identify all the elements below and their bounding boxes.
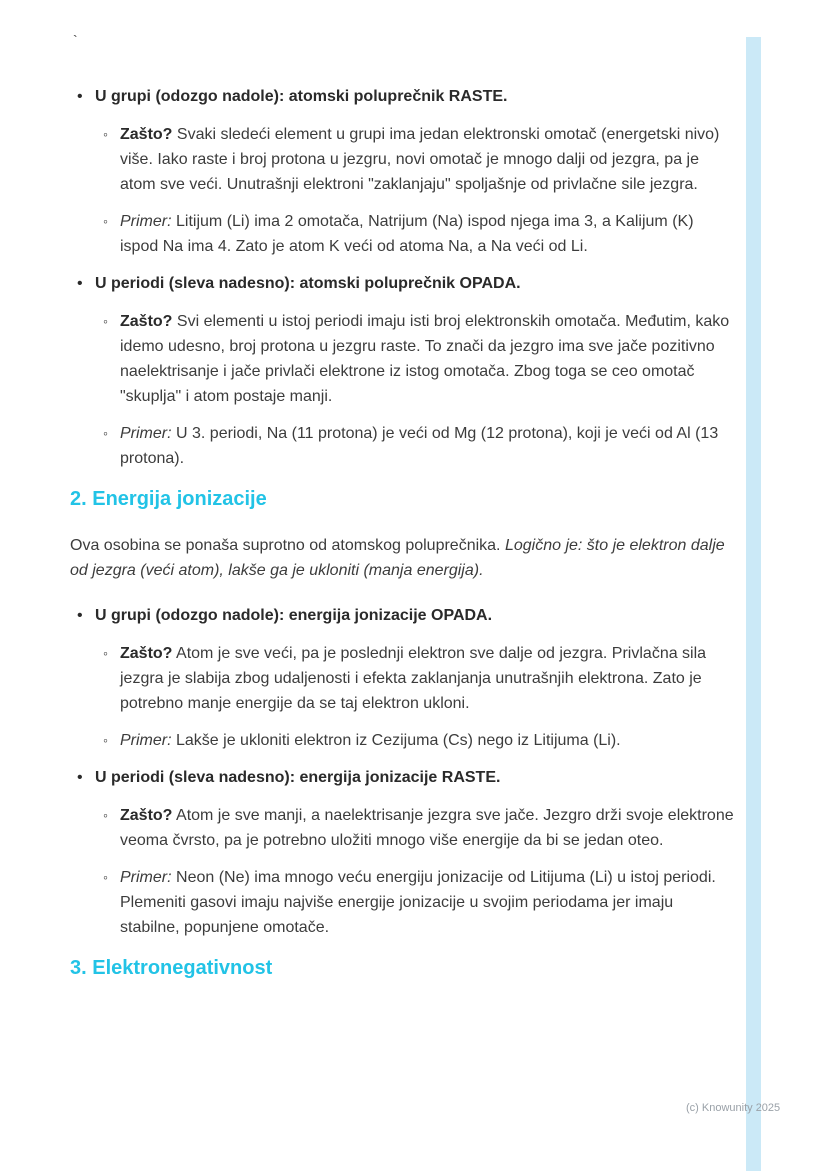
circle-bullet-icon: ◦ xyxy=(103,869,108,885)
list-item-title: U grupi (odozgo nadole): atomski poluprečnik RASTE. xyxy=(95,88,508,105)
example-text: Neon (Ne) ima mnogo veću energiju jonizacije od Litijuma (Li) u istoj periodi. Plemeniti gasovi imaju najviše energije jonizacije u svojim periodama jer imaju stabilne, popunjene omotače. xyxy=(120,869,716,936)
sub-bullet-text xyxy=(120,122,736,197)
why-label: Zašto? xyxy=(120,807,173,824)
why-text: Svaki sledeći element u grupi ima jedan elektronski omotač (energetski nivo) više. Iako raste i broj protona u jezgru, novi omotač je mnogo dalji od jezgra, pa je atom sve veći. Unutrašnji elektroni "zaklanjaju" spoljašnje od privlačne sile jezgra. xyxy=(120,126,720,193)
circle-bullet-icon: ◦ xyxy=(103,126,108,142)
sub-bullet-text xyxy=(120,209,736,259)
example-label: Primer: xyxy=(120,425,172,442)
example-label: Primer: xyxy=(120,213,172,230)
why-label: Zašto? xyxy=(120,126,173,143)
bullet-icon: • xyxy=(77,769,83,786)
circle-bullet-icon: ◦ xyxy=(103,732,108,748)
why-label: Zašto? xyxy=(120,313,173,330)
sub-bullet-item xyxy=(103,209,736,259)
sub-bullet-item xyxy=(103,803,736,853)
side-accent-bar xyxy=(746,37,761,1171)
bullet-list-item xyxy=(70,765,736,790)
intro-paragraph-normal: Ova osobina se ponaša suprotno od atomskog poluprečnika. xyxy=(70,537,501,554)
sub-bullet-text xyxy=(120,865,736,940)
sub-bullet-text xyxy=(120,728,736,753)
list-item-title: U periodi (sleva nadesno): energija jonizacije RASTE. xyxy=(95,769,501,786)
bullet-icon: • xyxy=(77,275,83,292)
stray-quote-mark: ` xyxy=(73,32,78,48)
circle-bullet-icon: ◦ xyxy=(103,425,108,441)
why-text: Atom je sve manji, a naelektrisanje jezgra sve jače. Jezgro drži svoje elektrone veoma čvrsto, pa je potrebno uložiti mnogo više energije da bi se jedan oteo. xyxy=(120,807,734,849)
document-content xyxy=(70,84,736,1002)
sub-bullet-text xyxy=(120,309,736,409)
sub-bullet-item xyxy=(103,728,736,753)
bullet-icon: • xyxy=(77,607,83,624)
example-label: Primer: xyxy=(120,869,172,886)
example-text: Litijum (Li) ima 2 omotača, Natrijum (Na) ispod njega ima 3, a Kalijum (K) ispod Na ima 4. Zato je atom K veći od atoma Na, a Na veći od Li. xyxy=(120,213,694,255)
list-item-title: U periodi (sleva nadesno): atomski poluprečnik OPADA. xyxy=(95,275,521,292)
bullet-icon: • xyxy=(77,88,83,105)
footer-credit: (c) Knowunity 2025 xyxy=(686,1102,781,1114)
sub-bullet-text xyxy=(120,803,736,853)
example-text: Lakše je ukloniti elektron iz Cezijuma (Cs) nego iz Litijuma (Li). xyxy=(171,732,621,749)
circle-bullet-icon: ◦ xyxy=(103,313,108,329)
circle-bullet-icon: ◦ xyxy=(103,807,108,823)
example-label: Primer: xyxy=(120,732,172,749)
sub-bullet-item xyxy=(103,641,736,716)
sub-bullet-text xyxy=(120,421,736,471)
section-heading-energija-jonizacije: 2. Energija jonizacije xyxy=(70,488,267,510)
circle-bullet-icon: ◦ xyxy=(103,213,108,229)
bullet-list-item xyxy=(70,84,736,109)
why-text: Atom je sve veći, pa je poslednji elektron sve dalje od jezgra. Privlačna sila jezgra je slabija zbog udaljenosti i efekta zaklanjanja unutrašnjih elektrona. Zato je potrebno manje energije da se taj elektron ukloni. xyxy=(120,645,707,712)
circle-bullet-icon: ◦ xyxy=(103,645,108,661)
section-heading-elektronegativnost: 3. Elektronegativnost xyxy=(70,957,273,979)
list-item-title: U grupi (odozgo nadole): energija jonizacije OPADA. xyxy=(95,607,493,624)
sub-bullet-item xyxy=(103,421,736,471)
why-label: Zašto? xyxy=(120,645,173,662)
sub-bullet-text xyxy=(120,641,736,716)
sub-bullet-item xyxy=(103,122,736,197)
sub-bullet-item xyxy=(103,865,736,940)
bullet-list-item xyxy=(70,271,736,296)
intro-paragraph-italic: Logično je: što je elektron dalje od jezgra (veći atom), lakše ga je ukloniti (manja energija). xyxy=(70,537,725,579)
example-text: U 3. periodi, Na (11 protona) je veći od Mg (12 protona), koji je veći od Al (13 protona). xyxy=(120,425,719,467)
bullet-list-item xyxy=(70,603,736,628)
intro-paragraph xyxy=(70,533,736,583)
sub-bullet-item xyxy=(103,309,736,409)
why-text: Svi elementi u istoj periodi imaju isti broj elektronskih omotača. Međutim, kako idemo udesno, broj protona u jezgru raste. To znači da jezgro ima sve jače pozitivno naelektrisanje i jače privlači elektrone iz istog omotača. Zbog toga se ceo omotač "skuplja" i atom postaje manji. xyxy=(120,313,730,405)
